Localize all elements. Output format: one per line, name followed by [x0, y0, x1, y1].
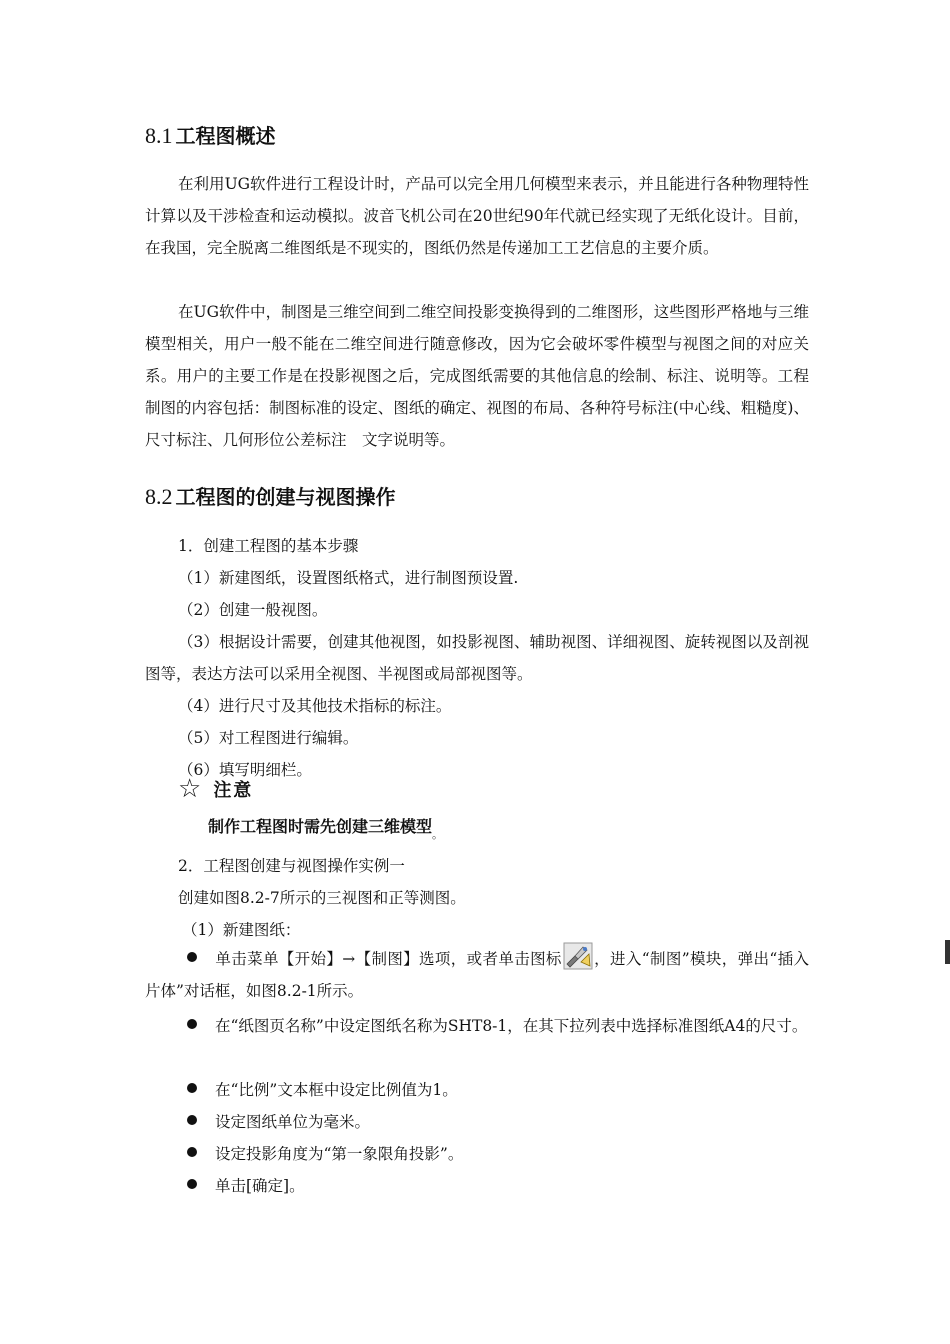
bullet-item-3: [187, 1080, 458, 1100]
bullet-icon: [187, 1083, 197, 1093]
section-number: 8.1: [145, 123, 173, 148]
drawing-module-icon[interactable]: [563, 942, 593, 970]
bullet-1-text-pre: 单击菜单【开始】→【制图】选项，或者单击图标: [215, 950, 562, 968]
section-heading-8-1: [145, 120, 276, 149]
bullet-icon: [187, 1179, 197, 1189]
bullet-3-text: 在“比例”文本框中设定比例值为1。: [215, 1081, 458, 1099]
bullet-item-4: [187, 1112, 370, 1132]
bullet-icon: [187, 1019, 197, 1029]
step-2: （2）创建一般视图。: [178, 601, 328, 619]
bullet-icon: [187, 1147, 197, 1157]
overview-paragraph-2: 在UG软件中，制图是三维空间到二维空间投影变换得到的二维图形，这些图形严格地与三维模型相关，用户一般不能在二维空间进行随意修改，因为它会破坏零件模型与视图之间的对应关系。用户的主要工作是在投影视图之后，完成图纸需要的其他信息的绘制、标注、说明等。工程制图的内容包括：制图标准的设定、图纸的确定、视图的布局、各种符号标注(中心线、粗糙度)、尺寸标注、几何形位公差标注 文字说明等。: [145, 303, 809, 449]
note-text-body: 制作工程图时需先创建三维模型: [208, 817, 433, 836]
step-5: （5）对工程图进行编辑。: [178, 729, 359, 747]
bullet-6-text: 单击[确定]。: [215, 1177, 305, 1195]
note-label: 注意: [213, 780, 254, 801]
star-icon: ☆: [178, 774, 202, 804]
overview-paragraph-1: 在利用UG软件进行工程设计时，产品可以完全用几何模型来表示，并且能进行各种物理特性计算以及干涉检查和运动模拟。波音飞机公司在20世纪90年代就已经实现了无纸化设计。目前，在我国，完全脱离二维图纸是不现实的，图纸仍然是传递加工工艺信息的主要介质。: [145, 175, 809, 257]
example-heading: 2．工程图创建与视图操作实例一: [178, 857, 405, 875]
bullet-item-5: [187, 1144, 463, 1164]
note-callout: [178, 774, 253, 804]
step-6: （6）填写明细栏。: [178, 761, 312, 779]
new-sheet-step: （1）新建图纸：: [182, 921, 301, 939]
bullet-icon: [187, 1115, 197, 1125]
bullet-5-text: 设定投影角度为“第一象限角投影”。: [215, 1145, 464, 1163]
bullet-item-6: [187, 1176, 305, 1196]
section-heading-8-2: [145, 481, 396, 510]
steps-heading: 1．创建工程图的基本步骤: [178, 537, 359, 555]
bullet-item-1: [145, 942, 809, 1007]
note-text: [208, 814, 443, 842]
bullet-1-text-post: ，进入“制图”模块，弹出“插入片体”对话框，如图8.2-1所示。: [145, 950, 809, 1000]
section-title: 工程图的创建与视图操作: [175, 485, 396, 509]
step-4: （4）进行尺寸及其他技术指标的标注。: [178, 697, 452, 715]
section-title: 工程图概述: [175, 124, 276, 148]
bullet-2-text: 在“纸图页名称”中设定图纸名称为SHT8-1，在其下拉列表中选择标准图纸A4的尺寸。: [215, 1017, 808, 1035]
step-3: （3）根据设计需要，创建其他视图，如投影视图、辅助视图、详细视图、旋转视图以及剖视图等，表达方法可以采用全视图、半视图或局部视图等。: [145, 633, 809, 683]
step-1: （1）新建图纸，设置图纸格式，进行制图预设置.: [178, 569, 519, 587]
page-edge-mark: [945, 940, 950, 964]
bullet-item-2: [145, 1010, 809, 1042]
note-period: 。: [432, 828, 444, 841]
example-intro: 创建如图8.2-7所示的三视图和正等测图。: [178, 889, 466, 907]
section-number: 8.2: [145, 484, 173, 509]
bullet-4-text: 设定图纸单位为毫米。: [215, 1113, 371, 1131]
bullet-icon: [187, 952, 197, 962]
